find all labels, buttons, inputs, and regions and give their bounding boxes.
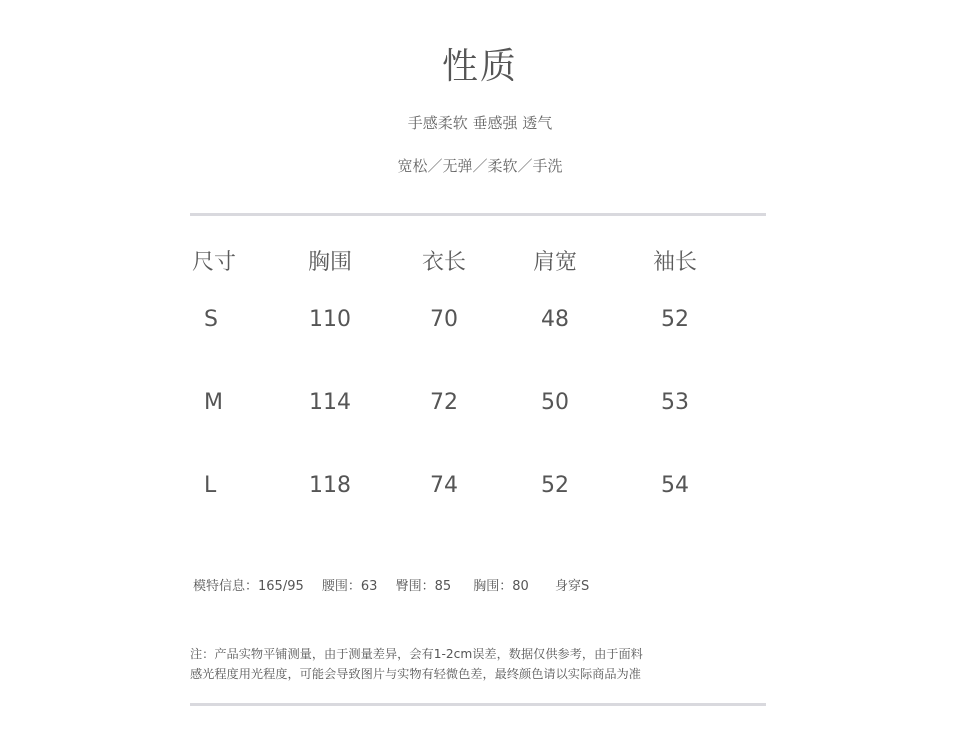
length-cell: 72 bbox=[430, 390, 458, 415]
size-cell: L bbox=[204, 473, 217, 498]
fabric-features: 手感柔软 垂感强 透气 bbox=[407, 114, 553, 132]
chest-cell: 110 bbox=[309, 307, 351, 332]
fabric-properties: 宽松／无弹／柔软／手洗 bbox=[397, 157, 563, 175]
model-height-bust: 模特信息：165/95 bbox=[193, 579, 304, 594]
chest-cell: 118 bbox=[309, 473, 351, 498]
page-title: 性质 bbox=[441, 46, 518, 87]
sleeve-cell: 54 bbox=[661, 473, 689, 498]
table-header-row bbox=[190, 245, 766, 281]
header-chest: 胸围 bbox=[307, 250, 352, 275]
shoulder-cell: 52 bbox=[541, 473, 569, 498]
disclaimer-note bbox=[190, 644, 770, 684]
chest-cell: 114 bbox=[309, 390, 351, 415]
table-row bbox=[190, 468, 766, 504]
header-length: 衣长 bbox=[421, 250, 466, 275]
top-divider bbox=[190, 213, 766, 216]
header-shoulder: 肩宽 bbox=[532, 250, 577, 275]
sleeve-cell: 53 bbox=[661, 390, 689, 415]
note-line-1: 注：产品实物平铺测量，由于测量差异，会有1-2cm误差，数据仅供参考，由于面料 bbox=[190, 647, 643, 661]
shoulder-cell: 48 bbox=[541, 307, 569, 332]
header-sleeve: 袖长 bbox=[652, 250, 697, 275]
header-size: 尺寸 bbox=[192, 250, 237, 275]
model-chest: 胸围：80 bbox=[473, 579, 529, 594]
note-line-2: 感光程度用光程度，可能会导致图片与实物有轻微色差，最终颜色请以实际商品为准 bbox=[190, 667, 641, 681]
length-cell: 70 bbox=[430, 307, 458, 332]
table-row bbox=[190, 302, 766, 338]
model-wears-size: 身穿S bbox=[554, 579, 590, 594]
bottom-divider bbox=[190, 703, 766, 706]
sleeve-cell: 52 bbox=[661, 307, 689, 332]
table-row bbox=[190, 385, 766, 421]
shoulder-cell: 50 bbox=[541, 390, 569, 415]
size-cell: M bbox=[204, 390, 223, 415]
size-cell: S bbox=[204, 307, 218, 332]
length-cell: 74 bbox=[430, 473, 458, 498]
model-hip: 臀围：85 bbox=[395, 579, 452, 594]
model-info bbox=[193, 575, 589, 594]
model-waist: 腰围：63 bbox=[321, 579, 378, 594]
